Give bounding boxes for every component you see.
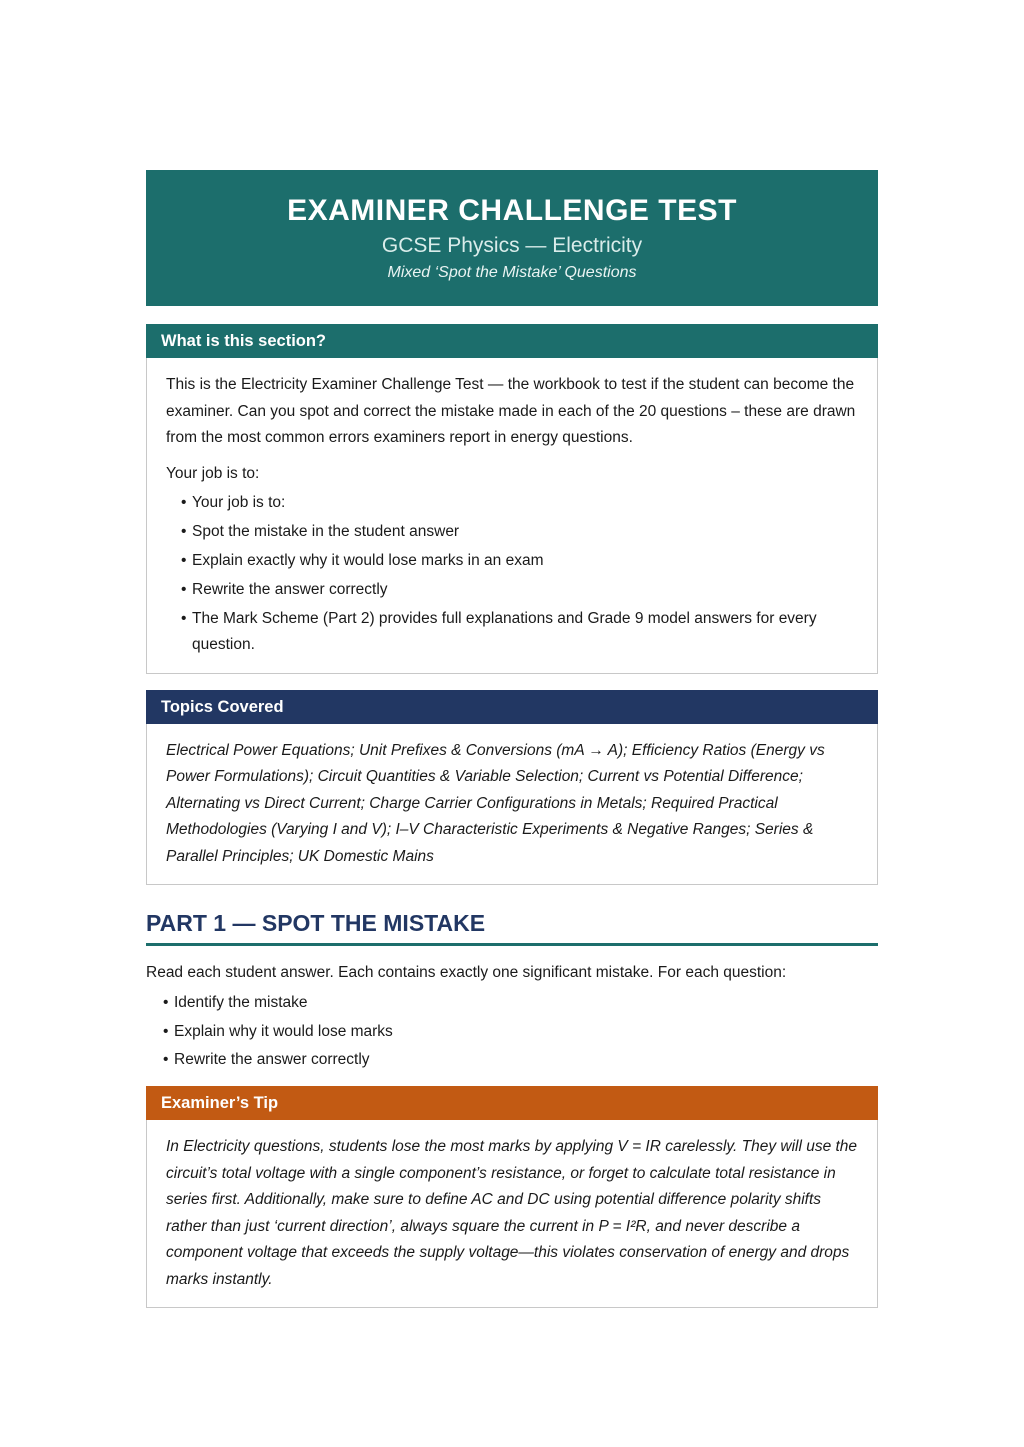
list-item-text: Rewrite the answer correctly <box>174 1051 370 1068</box>
list-item-text: The Mark Scheme (Part 2) provides full explanations and Grade 9 model answers for every question. <box>192 609 817 653</box>
intro-bullet-list <box>166 490 859 659</box>
list-item <box>163 1047 878 1073</box>
topics-section-heading: Topics Covered <box>146 690 878 724</box>
list-item-text: Your job is to: <box>192 493 286 511</box>
topics-section <box>146 690 878 886</box>
intro-section-heading: What is this section? <box>146 324 878 358</box>
bullet-icon: • <box>181 551 187 569</box>
topics-section-body <box>146 724 878 886</box>
list-item <box>181 577 859 604</box>
tip-section <box>146 1086 878 1308</box>
topics-text: Electrical Power Equations; Unit Prefixes & Conversions (mA → A); Efficiency Ratios (Energy vs Power Formulations); Circuit Quantities & Variable Selection; Current vs Potential Difference; Alternating vs Direct Current; Charge Carrier Configurations in Metals; Required Practical Methodologies (Varying I and V); I–V Characteristic Experiments & Negative Ranges; Series & Parallel Principles; UK Domestic Mains <box>166 741 825 865</box>
bullet-icon: • <box>163 994 169 1011</box>
document-page <box>146 170 878 1308</box>
job-label: Your job is to: <box>166 464 260 482</box>
list-item-text: Identify the mistake <box>174 994 308 1011</box>
list-item <box>163 1019 878 1045</box>
tip-section-body <box>146 1120 878 1308</box>
title-banner <box>146 170 878 306</box>
bullet-icon: • <box>163 1051 169 1068</box>
list-item-text: Spot the mistake in the student answer <box>192 522 460 540</box>
bullet-icon: • <box>181 609 187 627</box>
part1-intro: Read each student answer. Each contains exactly one significant mistake. For each question: <box>146 964 787 981</box>
list-item <box>181 548 859 575</box>
list-item <box>163 990 878 1016</box>
intro-section-body <box>146 358 878 674</box>
bullet-icon: • <box>163 1022 169 1040</box>
intro-section <box>146 324 878 674</box>
list-item <box>181 490 859 517</box>
list-item-text: Explain why it would lose marks <box>174 1022 393 1040</box>
part1-heading: PART 1 — SPOT THE MISTAKE <box>146 909 878 946</box>
page-title: EXAMINER CHALLENGE TEST <box>287 194 737 227</box>
list-item <box>181 606 859 659</box>
page-tagline: Mixed ‘Spot the Mistake’ Questions <box>387 264 637 281</box>
bullet-icon: • <box>181 522 187 540</box>
page-subtitle: GCSE Physics — Electricity <box>381 234 643 257</box>
part1-bullet-list <box>146 990 878 1073</box>
list-item-text: Rewrite the answer correctly <box>192 580 388 598</box>
tip-section-heading: Examiner’s Tip <box>146 1086 878 1120</box>
tip-text: In Electricity questions, students lose the most marks by applying V = IR carelessly. They will use the circuit’s total voltage with a single component’s resistance, or forget to calculate total resistance in series first. Additionally, make sure to define AC and DC using potential difference polarity shifts rather than just ‘current direction’, always square the current in P = I²R, and never describe a component voltage that exceeds the supply voltage—this violates conservation of energy and drops marks instantly. <box>166 1138 858 1288</box>
list-item-text: Explain exactly why it would lose marks in an exam <box>192 551 544 569</box>
intro-paragraph: This is the Electricity Examiner Challenge Test — the workbook to test if the student can become the examiner. Can you spot and correct the mistake made in each of the 20 questions – these are drawn from the most common errors examiners report in energy questions. <box>166 376 856 446</box>
list-item <box>181 519 859 546</box>
bullet-icon: • <box>181 493 187 511</box>
bullet-icon: • <box>181 580 187 598</box>
